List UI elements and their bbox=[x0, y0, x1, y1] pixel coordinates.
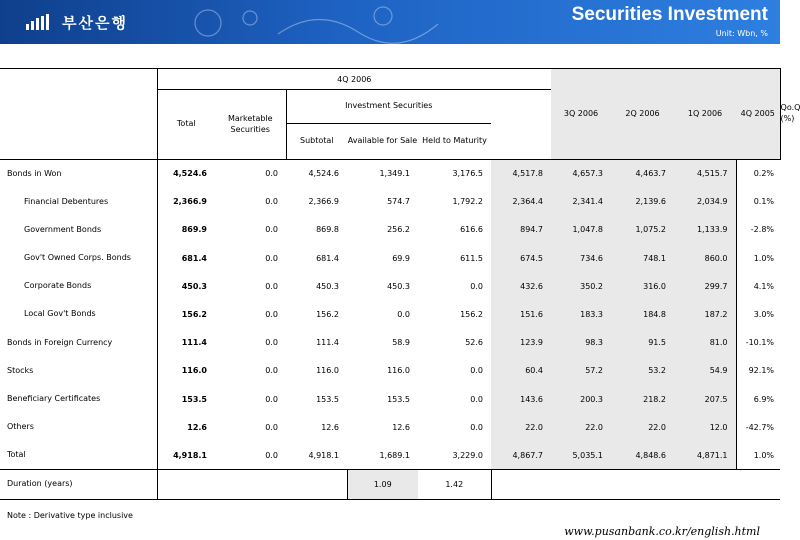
footnote: Note : Derivative type inclusive bbox=[7, 511, 133, 520]
cell-afs: 450.3 bbox=[387, 281, 410, 291]
cell-htm: 611.5 bbox=[460, 253, 483, 263]
cell-3q-2006: 151.6 bbox=[491, 300, 551, 328]
cell-afs: 58.9 bbox=[392, 338, 410, 348]
cell-1q-2006: 2,139.6 bbox=[611, 188, 674, 216]
duration-blank bbox=[491, 470, 551, 500]
row-label: Government Bonds bbox=[0, 216, 157, 244]
cell-total: 12.6 bbox=[187, 422, 207, 432]
header-total: Total bbox=[157, 90, 215, 160]
cell-marketable: 0.0 bbox=[265, 338, 278, 348]
header-subtotal: Subtotal bbox=[286, 124, 347, 160]
cell-subtotal: 4,918.1 bbox=[308, 450, 339, 460]
cell-subtotal: 2,366.9 bbox=[308, 197, 339, 207]
unit-label: Unit: Wbn, % bbox=[715, 29, 768, 38]
cell-4q-2005: 4,515.7 bbox=[674, 160, 736, 188]
row-label-total: Total bbox=[0, 441, 157, 469]
cell-3q-2006: 123.9 bbox=[491, 329, 551, 357]
logo-bars-icon bbox=[26, 14, 54, 30]
cell-2q-2006: 22.0 bbox=[551, 413, 611, 441]
cell-3q-2006: 60.4 bbox=[491, 357, 551, 385]
cell-4q-2005: 4,871.1 bbox=[674, 441, 736, 469]
cell-subtotal: 869.8 bbox=[316, 225, 339, 235]
cell-2q-2006: 57.2 bbox=[551, 357, 611, 385]
header-3q-2006: 3Q 2006 bbox=[551, 69, 611, 160]
row-label: Beneficiary Certificates bbox=[0, 385, 157, 413]
cell-marketable: 0.0 bbox=[265, 422, 278, 432]
cell-total: 4,918.1 bbox=[173, 450, 207, 460]
cell-4q-2005: 54.9 bbox=[674, 357, 736, 385]
cell-marketable: 0.0 bbox=[265, 281, 278, 291]
cell-htm: 0.0 bbox=[470, 366, 483, 376]
cell-3q-2006: 143.6 bbox=[491, 385, 551, 413]
cell-1q-2006: 4,463.7 bbox=[611, 160, 674, 188]
cell-2q-2006: 5,035.1 bbox=[551, 441, 611, 469]
cell-subtotal: 153.5 bbox=[316, 394, 339, 404]
row-label: Bonds in Foreign Currency bbox=[0, 329, 157, 357]
cell-qoq: 0.2% bbox=[736, 160, 780, 188]
duration-blank bbox=[551, 470, 611, 500]
cell-afs: 153.5 bbox=[387, 394, 410, 404]
cell-1q-2006: 4,848.6 bbox=[611, 441, 674, 469]
header-afs: Available for Sale bbox=[347, 124, 418, 160]
cell-3q-2006: 22.0 bbox=[491, 413, 551, 441]
duration-htm: 1.42 bbox=[418, 470, 491, 500]
corner-cell bbox=[0, 69, 157, 160]
cell-subtotal: 111.4 bbox=[316, 338, 339, 348]
cell-4q-2005: 12.0 bbox=[674, 413, 736, 441]
duration-blank bbox=[611, 470, 674, 500]
duration-blank bbox=[215, 470, 286, 500]
cell-4q-2005: 187.2 bbox=[674, 300, 736, 328]
cell-2q-2006: 200.3 bbox=[551, 385, 611, 413]
cell-marketable: 0.0 bbox=[265, 394, 278, 404]
cell-qoq: 1.0% bbox=[736, 441, 780, 469]
cell-afs: 69.9 bbox=[392, 253, 410, 263]
header-1q-2006: 1Q 2006 bbox=[674, 69, 736, 160]
cell-4q-2005: 1,133.9 bbox=[674, 216, 736, 244]
cell-3q-2006: 674.5 bbox=[491, 244, 551, 272]
row-label: Financial Debentures bbox=[0, 188, 157, 216]
cell-4q-2005: 207.5 bbox=[674, 385, 736, 413]
cell-total: 681.4 bbox=[181, 253, 207, 263]
cell-marketable: 0.0 bbox=[265, 253, 278, 263]
cell-3q-2006: 894.7 bbox=[491, 216, 551, 244]
cell-qoq: 92.1% bbox=[736, 357, 780, 385]
cell-subtotal: 116.0 bbox=[316, 366, 339, 376]
cell-subtotal: 156.2 bbox=[316, 310, 339, 320]
cell-total: 116.0 bbox=[181, 366, 207, 376]
cell-2q-2006: 734.6 bbox=[551, 244, 611, 272]
cell-qoq: 1.0% bbox=[736, 244, 780, 272]
duration-blank bbox=[736, 470, 780, 500]
cell-total: 450.3 bbox=[181, 281, 207, 291]
row-label: Local Gov't Bonds bbox=[0, 300, 157, 328]
cell-subtotal: 450.3 bbox=[316, 281, 339, 291]
cell-1q-2006: 316.0 bbox=[611, 272, 674, 300]
cell-afs: 0.0 bbox=[397, 310, 410, 320]
cell-2q-2006: 1,047.8 bbox=[551, 216, 611, 244]
cell-afs: 1,349.1 bbox=[379, 169, 410, 179]
cell-total: 4,524.6 bbox=[173, 169, 207, 179]
cell-4q-2005: 81.0 bbox=[674, 329, 736, 357]
cell-htm: 0.0 bbox=[470, 281, 483, 291]
cell-3q-2006: 432.6 bbox=[491, 272, 551, 300]
cell-marketable: 0.0 bbox=[265, 225, 278, 235]
cell-qoq: -10.1% bbox=[736, 329, 780, 357]
header-htm: Held to Maturity bbox=[418, 124, 491, 160]
cell-afs: 256.2 bbox=[387, 225, 410, 235]
row-label: Corporate Bonds bbox=[0, 272, 157, 300]
cell-afs: 1,689.1 bbox=[379, 450, 410, 460]
cell-1q-2006: 218.2 bbox=[611, 385, 674, 413]
cell-htm: 3,176.5 bbox=[452, 169, 483, 179]
cell-htm: 616.6 bbox=[460, 225, 483, 235]
cell-subtotal: 4,524.6 bbox=[308, 169, 339, 179]
logo-text: 부산은행 bbox=[62, 13, 128, 32]
cell-htm: 52.6 bbox=[465, 338, 483, 348]
cell-3q-2006: 2,364.4 bbox=[491, 188, 551, 216]
cell-total: 111.4 bbox=[181, 338, 207, 348]
cell-2q-2006: 2,341.4 bbox=[551, 188, 611, 216]
header-2q-2006: 2Q 2006 bbox=[611, 69, 674, 160]
cell-htm: 0.0 bbox=[470, 422, 483, 432]
row-label: Bonds in Won bbox=[0, 160, 157, 188]
cell-marketable: 0.0 bbox=[265, 169, 278, 179]
cell-1q-2006: 184.8 bbox=[611, 300, 674, 328]
cell-qoq: 3.0% bbox=[736, 300, 780, 328]
decoration-icon bbox=[168, 4, 468, 42]
bank-logo bbox=[26, 13, 128, 31]
cell-qoq: 4.1% bbox=[736, 272, 780, 300]
cell-1q-2006: 1,075.2 bbox=[611, 216, 674, 244]
cell-afs: 574.7 bbox=[387, 197, 410, 207]
cell-qoq: 0.1% bbox=[736, 188, 780, 216]
cell-1q-2006: 748.1 bbox=[611, 244, 674, 272]
row-label: Stocks bbox=[0, 357, 157, 385]
cell-htm: 1,792.2 bbox=[452, 197, 483, 207]
cell-marketable: 0.0 bbox=[265, 366, 278, 376]
cell-htm: 156.2 bbox=[460, 310, 483, 320]
cell-2q-2006: 183.3 bbox=[551, 300, 611, 328]
cell-3q-2006: 4,517.8 bbox=[491, 160, 551, 188]
cell-htm: 3,229.0 bbox=[452, 450, 483, 460]
securities-table: 4Q 2006 3Q 2006 2Q 2006 1Q 2006 4Q 2005 Qo.Q (%) Total Marketable Securities Investment Securities Subtotal Available for Sale Held to Maturity Bonds in Won 4,524.6 0.0 4,524.6 1,349.1 3,176.5 4,517.8 4,657.3 4,463.7 4,515.7 0.2% Financial Debentures 2,366.9 0.0 2,366.9 574.7 1,792.2 2,364.4 2,341.4 2,139.6 2,034.9 0.1% Government Bonds 869.9 0.0 869.8 256.2 616.6 894.7 1,047.8 1,075.2 1,133.9 -2.8% Gov't Owned Corps. Bonds 681.4 0.0 681.4 69.9 611.5 674.5 734.6 748.1 860.0 1.0% Corporate Bonds 450.3 0.0 450.3 450.3 0.0 432.6 350.2 316.0 299.7 4.1% Local Gov't Bonds 156.2 0.0 156.2 0.0 156.2 151.6 183.3 184.8 187.2 3.0% Bonds in Foreign Currency 111.4 0.0 111.4 58.9 52.6 123.9 98.3 91.5 81.0 -10.1% Stocks 116.0 0.0 116.0 116.0 0.0 60.4 57.2 53.2 54.9 92.1% Beneficiary Certificates 153.5 0.0 153.5 153.5 0.0 143.6 200.3 218.2 207.5 6.9% Others 12.6 0.0 12.6 12.6 0.0 22.0 22.0 22.0 12.0 -42.7% Total 4,918.1 0.0 4,918.1 1,689.1 3,229.0 4,867.7 5,035.1 4,848.6 4,871.1 1.0% Duration (years) 1.09 1.42 bbox=[0, 68, 780, 500]
cell-qoq: 6.9% bbox=[736, 385, 780, 413]
duration-blank bbox=[286, 470, 347, 500]
cell-htm: 0.0 bbox=[470, 394, 483, 404]
cell-total: 869.9 bbox=[181, 225, 207, 235]
header-band bbox=[0, 0, 780, 44]
row-label: Gov't Owned Corps. Bonds bbox=[0, 244, 157, 272]
cell-1q-2006: 53.2 bbox=[611, 357, 674, 385]
cell-qoq: -42.7% bbox=[736, 413, 780, 441]
row-label: Others bbox=[0, 413, 157, 441]
cell-total: 153.5 bbox=[181, 394, 207, 404]
row-label-duration: Duration (years) bbox=[0, 470, 157, 500]
cell-2q-2006: 350.2 bbox=[551, 272, 611, 300]
cell-qoq: -2.8% bbox=[736, 216, 780, 244]
cell-4q-2005: 2,034.9 bbox=[674, 188, 736, 216]
cell-afs: 12.6 bbox=[392, 422, 410, 432]
cell-2q-2006: 4,657.3 bbox=[551, 160, 611, 188]
cell-1q-2006: 22.0 bbox=[611, 413, 674, 441]
header-marketable: Marketable Securities bbox=[215, 90, 286, 160]
cell-total: 2,366.9 bbox=[173, 197, 207, 207]
duration-blank bbox=[674, 470, 736, 500]
cell-marketable: 0.0 bbox=[265, 197, 278, 207]
group-header: 4Q 2006 bbox=[157, 69, 551, 90]
cell-subtotal: 12.6 bbox=[321, 422, 339, 432]
cell-afs: 116.0 bbox=[387, 366, 410, 376]
cell-subtotal: 681.4 bbox=[316, 253, 339, 263]
cell-marketable: 0.0 bbox=[265, 450, 278, 460]
cell-1q-2006: 91.5 bbox=[611, 329, 674, 357]
duration-blank bbox=[157, 470, 215, 500]
header-blank bbox=[491, 90, 551, 160]
cell-marketable: 0.0 bbox=[265, 310, 278, 320]
cell-4q-2005: 299.7 bbox=[674, 272, 736, 300]
cell-total: 156.2 bbox=[181, 310, 207, 320]
cell-4q-2005: 860.0 bbox=[674, 244, 736, 272]
duration-afs: 1.09 bbox=[347, 470, 418, 500]
page-title: Securities Investment bbox=[571, 4, 768, 25]
header-investment: Investment Securities bbox=[286, 90, 491, 124]
website-link[interactable]: www.pusanbank.co.kr/english.html bbox=[564, 525, 760, 538]
cell-3q-2006: 4,867.7 bbox=[491, 441, 551, 469]
header-4q-2005: 4Q 2005 bbox=[736, 69, 780, 160]
cell-2q-2006: 98.3 bbox=[551, 329, 611, 357]
